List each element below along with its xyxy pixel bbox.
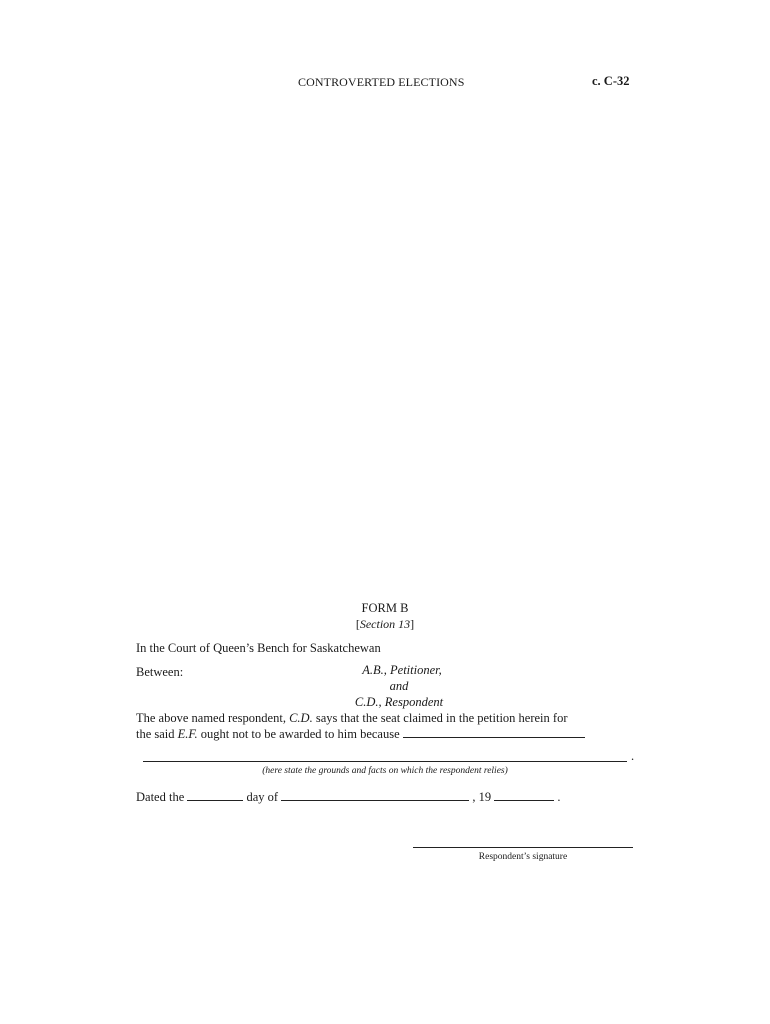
section-bracket-close: ] [410, 617, 415, 631]
respondent-name: C.D., Respondent [354, 695, 444, 709]
day-number-field[interactable] [187, 789, 243, 801]
running-header-title: CONTROVERTED ELECTIONS [298, 75, 465, 89]
claimant-initials: E.F. [177, 727, 198, 741]
form-title: FORM B [361, 601, 409, 615]
reason-blank-field[interactable] [403, 726, 585, 738]
between-label: Between: [136, 665, 184, 679]
and-word: and [389, 679, 409, 693]
para-text: ought not to be awarded to him because [197, 727, 403, 741]
respondent-initials: C.D. [289, 711, 313, 725]
dated-end-period: . [554, 790, 561, 804]
chapter-number: c. C-32 [592, 74, 630, 88]
day-of-label: day of [243, 790, 282, 804]
dated-the-label: Dated the [136, 790, 188, 804]
paragraph-line-2 [136, 726, 634, 742]
para-text: says that the seat claimed in the petition herein for [312, 711, 568, 725]
form-section-reference [0, 617, 770, 632]
grounds-end-period: . [631, 749, 635, 763]
section-ref: Section 13 [359, 617, 411, 631]
paragraph-line-1 [136, 710, 634, 726]
signature-caption: Respondent’s signature [478, 852, 568, 862]
para-text: the said [136, 727, 178, 741]
grounds-instruction-note: (here state the grounds and facts on which the respondent relies) [262, 766, 508, 776]
signature-line[interactable] [413, 846, 633, 848]
para-text: The above named respondent, [136, 711, 290, 725]
grounds-blank-field[interactable] [143, 760, 627, 762]
section-bracket-open: [ [355, 617, 360, 631]
year-field[interactable] [494, 789, 554, 801]
court-line: In the Court of Queen’s Bench for Saskatchewan [136, 641, 381, 655]
petitioner-name: A.B., Petitioner, [362, 663, 442, 677]
year-prefix-label: , 19 [469, 790, 495, 804]
month-field[interactable] [281, 789, 469, 801]
dated-line [136, 789, 560, 805]
